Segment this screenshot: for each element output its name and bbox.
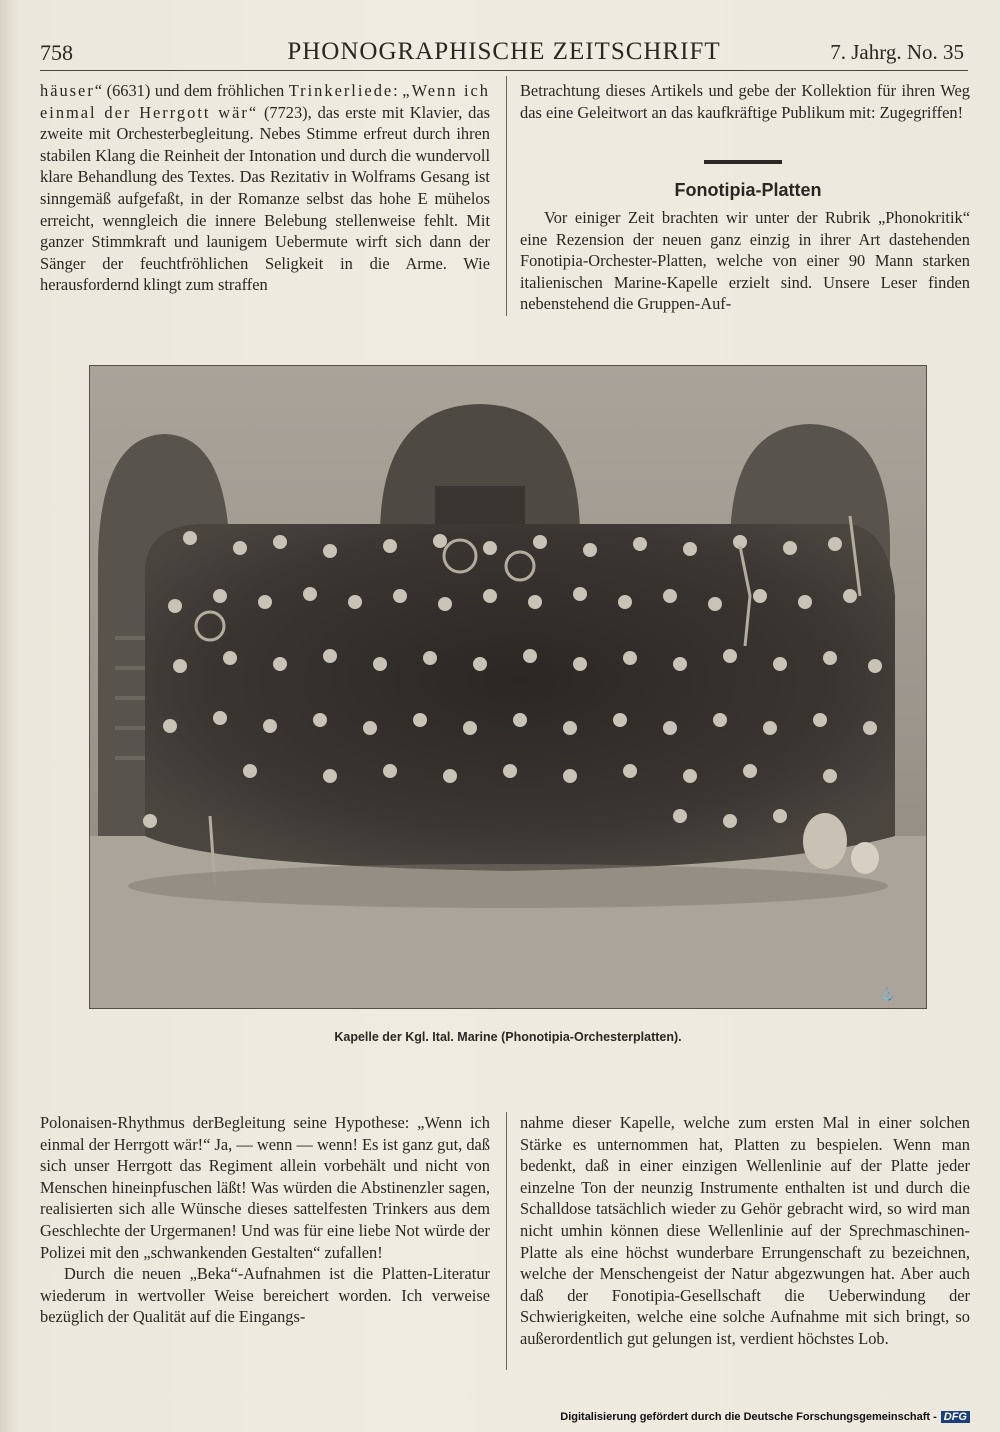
svg-text:⚓: ⚓	[880, 987, 895, 1001]
journal-title: PHONOGRAPHISCHE ZEITSCHRIFT	[287, 38, 721, 65]
running-header	[40, 36, 968, 71]
page-number: 758	[40, 40, 73, 65]
photo-illustration	[90, 366, 926, 1008]
photo-caption: Kapelle der Kgl. Ital. Marine (Phonotipia-Orchesterplatten).	[334, 1030, 682, 1044]
column-top-left	[40, 80, 490, 296]
paragraph: Polonaisen-Rhythmus derBegleitung seine Hypothese: „Wenn ich einmal der Herrgott wär!“ Ja, — wenn — wenn! Es ist ganz gut, daß sich unser Herrgott das Regiment allein vorbehält und nicht von Menschen hineinpfuschen läßt! Was würden die Abstinenzler sagen, realisierten sich alle Wünsche dieses sattelfesten Trinkers aus dem Geschlechte der Urgermanen! Und was für eine liebe Not würde der Polizei mit den „schwankenden Gestalten“ zufallen!	[40, 1113, 490, 1262]
footer-text: Digitalisierung gefördert durch die Deutsche Forschungsgemeinschaft -	[560, 1411, 937, 1423]
paragraph: Vor einiger Zeit brachten wir unter der Rubrik „Phonokritik“ eine Rezension der neuen ganz einzig in ihrer Art dastehenden Fonotipia-Orchester-Platten, welche von einer 90 Mann starken italienischen Marine-Kapelle erzielt sind. Unsere Leser finden nebenstehend die Gruppen-Auf-	[520, 208, 970, 314]
paragraph: häuser“ (6631) und dem fröhlichen Trinkerliede: „Wenn ich einmal der Herrgott wär“ (7723), das erste mit Klavier, das zweite mit Orchesterbegleitung. Nebes Stimme erfreut durch ihren stabilen Klang die Reinheit der Intonation und durch die wundervoll klare Behandlung des Textes. Das Rezitativ in Wolframs Gesang ist sinngemäß aufgefaßt, in der Romanze selbst das hohe E mühelos erreicht, wenngleich die innere Belebung stellenweise fehlt. Mit ganzer Stimmkraft und launigem Uebermute wirft sich dann der Sänger der feuchtfröhlichen Seligkeit in die Arme. Wie herausfordernd klingt zum straffen	[40, 81, 490, 295]
section-heading: Fonotipia-Platten	[674, 180, 822, 200]
paragraph: nahme dieser Kapelle, welche zum ersten Mal in einer solchen Stärke es unternommen hat, Platten zu bespielen. Wenn man bedenkt, daß in einer einzigen Wellenlinie auf der Platte jeder einzelne Ton der neunzig Instrumente enthalten ist und durch die Schalldose tatsächlich wieder zu Gehör gebracht wird, so wird man nicht umhin können diese Wellenlinie auf der Sprechmaschinen-Platte als eine höchst wunderbare Errungenschaft zu bezeichnen, welche der Menschengeist der Natur abgezwungen hat. Aber auch daß der Fonotipia-Gesellschaft die Ueberwindung der Schwierigkeiten, welche eine solche Aufnahme mit sich bringt, so außerordentlich gut gelungen ist, verdient höchstes Lob.	[520, 1113, 970, 1348]
column-top-right-continued	[520, 207, 970, 315]
column-bottom-right	[520, 1112, 970, 1350]
dfg-logo: DFG	[941, 1411, 970, 1423]
column-top-right	[520, 80, 970, 123]
paragraph: Durch die neuen „Beka“-Aufnahmen ist die Platten-Literatur wiederum in wertvoller Weise bereichert worden. Ich verweise bezüglich der Qualität auf die Eingangs-	[40, 1264, 490, 1327]
column-divider	[506, 76, 507, 316]
issue-label: 7. Jahrg. No. 35	[830, 40, 964, 64]
column-bottom-left	[40, 1112, 490, 1328]
group-photograph	[90, 366, 926, 1008]
section-separator	[704, 160, 782, 164]
digitization-footer	[560, 1411, 970, 1423]
paragraph: Betrachtung dieses Artikels und gebe der Kollektion für ihren Weg das eine Geleitwort an das kaufkräftige Publikum mit: Zugegriffen!	[520, 81, 970, 122]
column-divider	[506, 1112, 507, 1370]
